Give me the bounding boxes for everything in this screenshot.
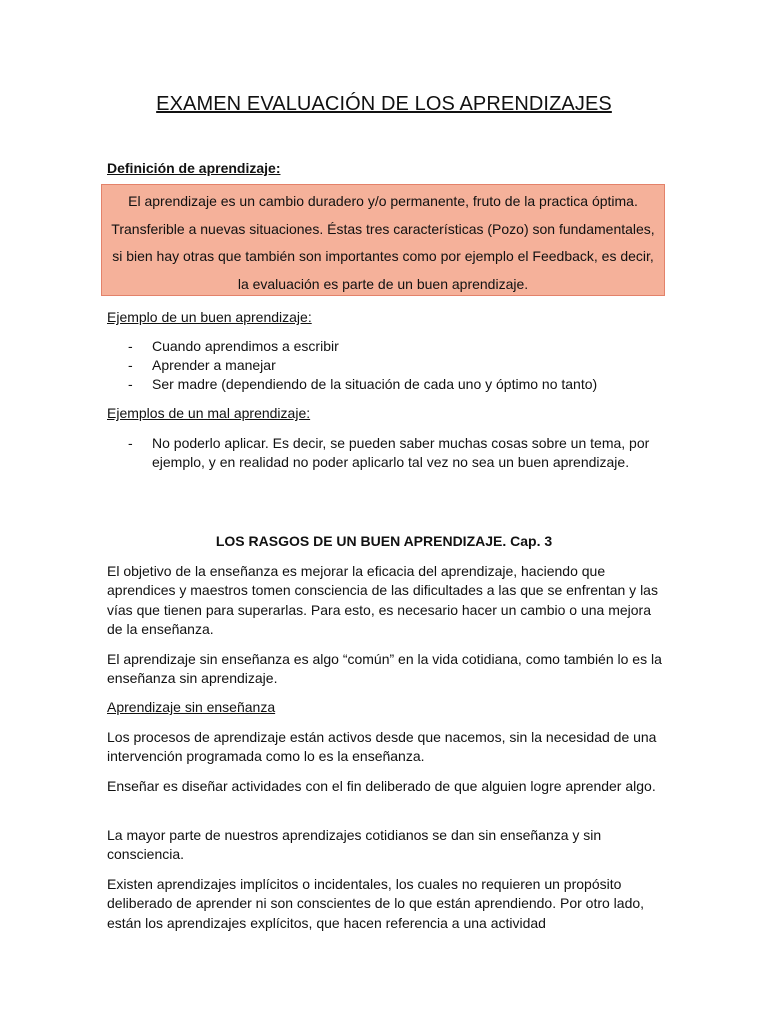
subheading-no-teaching: Aprendizaje sin enseñanza bbox=[107, 699, 276, 715]
dash-marker: - bbox=[128, 435, 133, 451]
document-title: EXAMEN EVALUACIÓN DE LOS APRENDIZAJES bbox=[156, 93, 612, 115]
paragraph-common: El aprendizaje sin enseñanza es algo “común” en la vida cotidiana, como también lo es la enseñanza sin aprendizaje. bbox=[107, 651, 662, 687]
list-item bbox=[128, 375, 668, 394]
list-item-text: Cuando aprendimos a escribir bbox=[152, 338, 339, 354]
list-item-text: Aprender a manejar bbox=[152, 357, 276, 373]
bad-examples-list bbox=[128, 434, 658, 472]
good-example-heading: Ejemplo de un buen aprendizaje: bbox=[107, 309, 312, 325]
bad-example-heading: Ejemplos de un mal aprendizaje: bbox=[107, 405, 311, 421]
definition-highlight-box bbox=[101, 184, 665, 296]
dash-marker: - bbox=[128, 376, 133, 392]
list-item bbox=[128, 434, 658, 472]
dash-marker: - bbox=[128, 338, 133, 354]
paragraph-objective: El objetivo de la enseñanza es mejorar la eficacia del aprendizaje, haciendo que aprendices y maestros tomen consciencia de las dificultades a las que se enfrentan y las vías que tienen para superarlas. Para esto, es necesario hacer un cambio o una mejora de la enseñanza. bbox=[107, 563, 658, 637]
definition-heading: Definición de aprendizaje: bbox=[107, 160, 281, 176]
good-examples-list bbox=[128, 337, 668, 394]
paragraph-daily: La mayor parte de nuestros aprendizajes cotidianos se dan sin enseñanza y sin consciencia. bbox=[107, 827, 602, 863]
definition-text: El aprendizaje es un cambio duradero y/o permanente, fruto de la practica óptima. Transferible a nuevas situaciones. Éstas tres características (Pozo) son fundamentales, si bien hay otras que también son importantes como por ejemplo el Feedback, es decir, la evaluación es parte de un buen aprendizaje. bbox=[111, 193, 655, 292]
paragraph-processes: Los procesos de aprendizaje están activos desde que nacemos, sin la necesidad de una intervención programada como lo es la enseñanza. bbox=[107, 729, 657, 765]
list-item-text: No poderlo aplicar. Es decir, se pueden saber muchas cosas sobre un tema, por ejemplo, y en realidad no poder aplicarlo tal vez no sea un buen aprendizaje. bbox=[152, 435, 650, 470]
dash-marker: - bbox=[128, 357, 133, 373]
section-title: LOS RASGOS DE UN BUEN APRENDIZAJE. Cap. 3 bbox=[215, 533, 553, 549]
paragraph-implicit: Existen aprendizajes implícitos o incidentales, los cuales no requieren un propósito deliberado de aprender ni son conscientes de lo que están aprendiendo. Por otro lado, están los aprendizajes explícitos, que hacen referencia a una actividad bbox=[107, 876, 645, 931]
list-item bbox=[128, 337, 668, 356]
paragraph-teaching: Enseñar es diseñar actividades con el fin deliberado de que alguien logre aprender algo. bbox=[107, 778, 656, 794]
list-item bbox=[128, 356, 668, 375]
list-item-text: Ser madre (dependiendo de la situación de cada uno y óptimo no tanto) bbox=[152, 376, 598, 392]
